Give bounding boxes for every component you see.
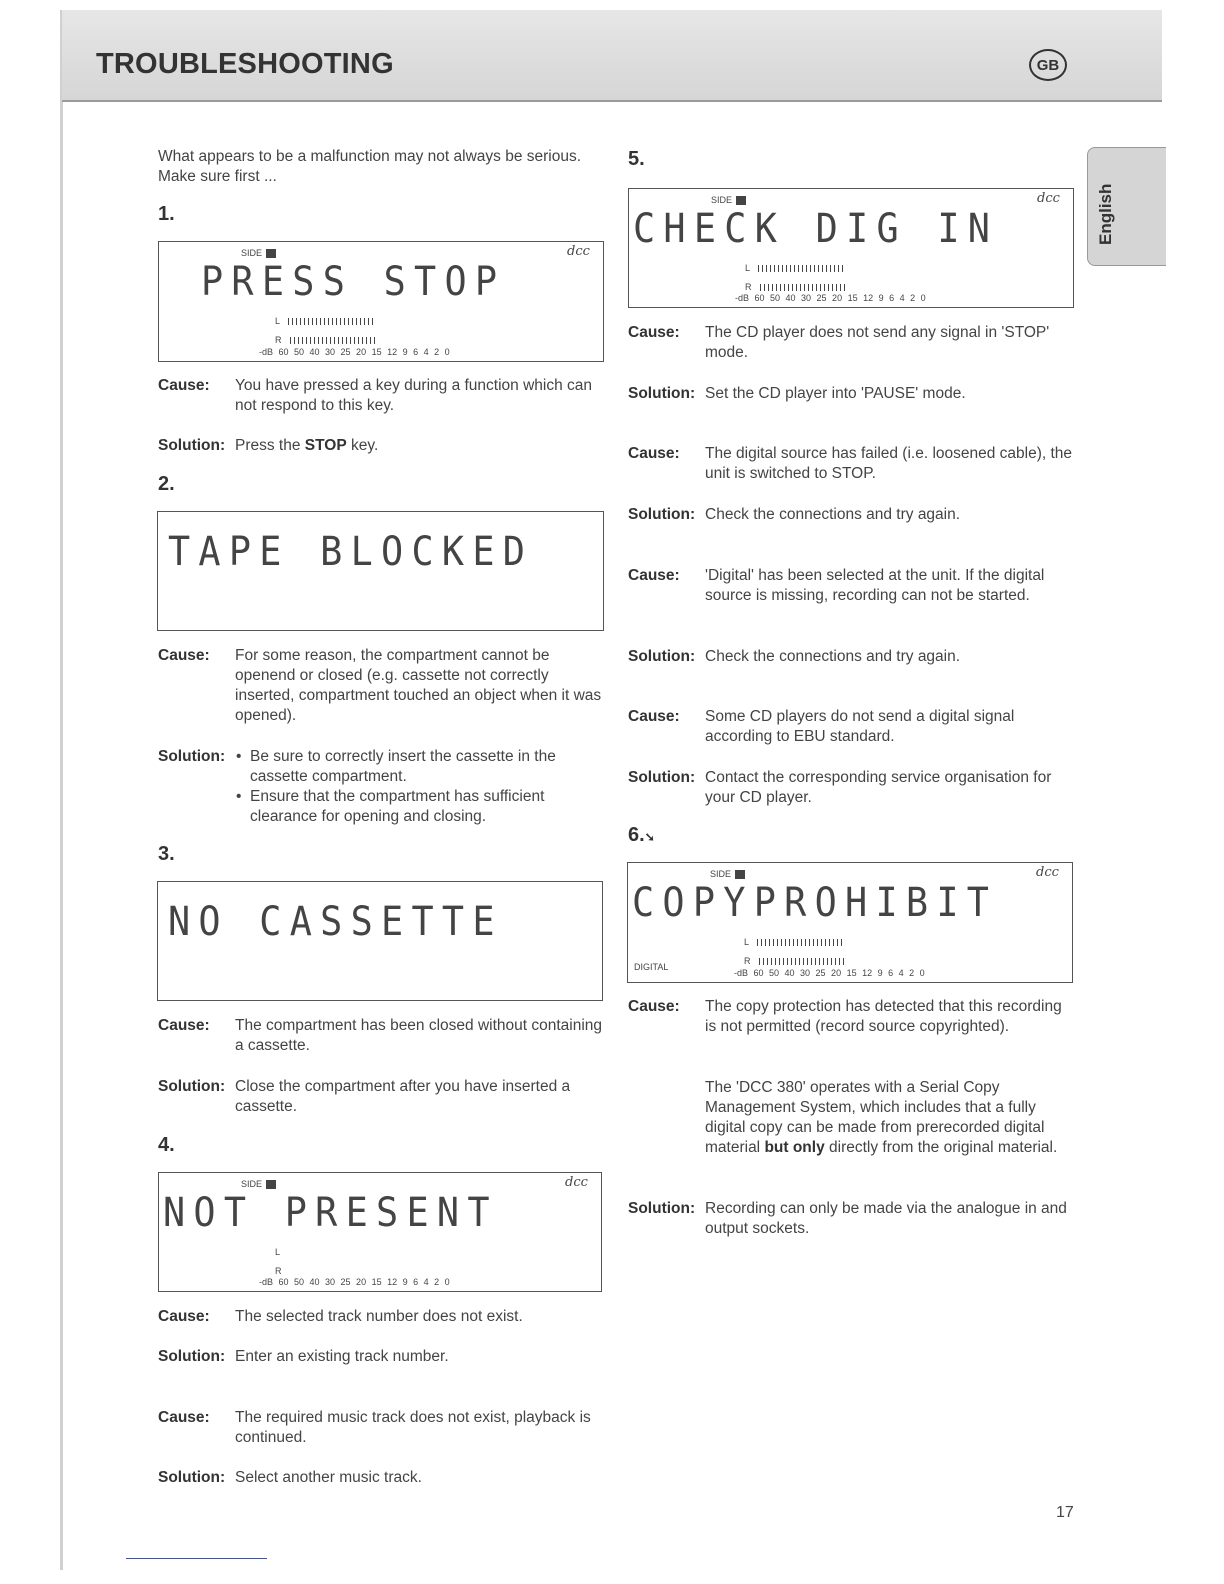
bullet-2: • bbox=[236, 788, 242, 805]
section-5-cause-4: Some CD players do not send a digital signal according to EBU standard. bbox=[705, 708, 1015, 745]
cause-label: Cause: bbox=[158, 377, 210, 394]
section-3-number: 3. bbox=[158, 843, 175, 865]
side-indicator: SIDE bbox=[241, 248, 276, 258]
solution-label: Solution: bbox=[628, 769, 696, 786]
digital-indicator: DIGITAL bbox=[634, 962, 669, 972]
bullet-1: • bbox=[236, 748, 242, 765]
dcc-logo: dcc bbox=[1037, 191, 1060, 206]
lcd-message: PRESS STOP bbox=[201, 259, 506, 305]
level-meter-right: R bbox=[744, 956, 845, 966]
section-5-cause-1: The CD player does not send any signal in 'STOP' mode. bbox=[705, 324, 1050, 361]
lcd-message: TAPE BLOCKED bbox=[168, 529, 534, 575]
language-tab-label: English bbox=[1096, 183, 1115, 245]
lcd-display-5 bbox=[628, 188, 1074, 308]
section-5-cause-3: 'Digital' has been selected at the unit. If the digital source is missing, recording can not be started. bbox=[705, 567, 1045, 604]
section-6-note: The 'DCC 380' operates with a Serial Copy Management System, which includes that a fully digital copy can be made from prerecorded digital material but only directly from the original material. bbox=[705, 1079, 1058, 1156]
footer-rule bbox=[126, 1558, 267, 1559]
solution-label: Solution: bbox=[628, 648, 696, 665]
section-5-solution-2: Check the connections and try again. bbox=[705, 506, 961, 523]
db-scale: -dB 60 50 40 30 25 20 15 12 9 6 4 2 0 bbox=[735, 293, 926, 303]
section-5-cause-2: The digital source has failed (i.e. loosened cable), the unit is switched to STOP. bbox=[705, 445, 1073, 482]
section-4-number: 4. bbox=[158, 1134, 175, 1156]
solution-label: Solution: bbox=[628, 506, 696, 523]
cause-label: Cause: bbox=[158, 1017, 210, 1034]
dcc-logo: dcc bbox=[565, 1175, 588, 1190]
level-meter-right: R bbox=[275, 1266, 282, 1276]
page-title: TROUBLESHOOTING bbox=[96, 48, 394, 80]
cause-label: Cause: bbox=[158, 1409, 210, 1426]
lcd-display-1 bbox=[158, 241, 604, 362]
dcc-logo: dcc bbox=[1036, 865, 1059, 880]
cause-label: Cause: bbox=[628, 324, 680, 341]
section-5-number: 5. bbox=[628, 148, 645, 170]
solution-label: Solution: bbox=[158, 1469, 226, 1486]
section-4-cause-1: The selected track number does not exist. bbox=[235, 1308, 523, 1325]
section-6-number: 6.➘ bbox=[628, 824, 655, 846]
lcd-display-2 bbox=[157, 511, 604, 631]
section-1-number: 1. bbox=[158, 203, 175, 225]
section-2-solution-1: Be sure to correctly insert the cassette in the cassette compartment. bbox=[250, 748, 556, 785]
level-meter-left: L bbox=[745, 263, 844, 273]
section-5-solution-3: Check the connections and try again. bbox=[705, 648, 961, 665]
level-meter-left: L bbox=[744, 937, 843, 947]
section-2-number: 2. bbox=[158, 473, 175, 495]
solution-label: Solution: bbox=[158, 437, 226, 454]
dcc-logo: dcc bbox=[567, 244, 590, 259]
language-tab bbox=[1087, 147, 1166, 266]
side-indicator: SIDE bbox=[710, 869, 745, 879]
section-5-solution-4: Contact the corresponding service organisation for your CD player. bbox=[705, 769, 1052, 806]
page-number: 17 bbox=[1056, 1504, 1074, 1521]
section-2-solution-2: Ensure that the compartment has sufficient clearance for opening and closing. bbox=[250, 788, 545, 825]
lcd-message: CHECK DIG IN bbox=[633, 206, 999, 252]
solution-label: Solution: bbox=[158, 1078, 226, 1095]
level-meter-left: L bbox=[275, 316, 374, 326]
lcd-display-6 bbox=[627, 862, 1073, 983]
section-1-solution: Press the STOP key. bbox=[235, 437, 379, 454]
solution-label: Solution: bbox=[628, 1200, 696, 1217]
binding-edge bbox=[60, 10, 63, 1570]
db-scale: -dB 60 50 40 30 25 20 15 12 9 6 4 2 0 bbox=[734, 968, 925, 978]
section-2-cause: For some reason, the compartment cannot be openend or closed (e.g. cassette not correctly inserted, compartment touched an object when it was opened). bbox=[235, 647, 602, 724]
db-scale: -dB 60 50 40 30 25 20 15 12 9 6 4 2 0 bbox=[259, 1277, 450, 1287]
solution-label: Solution: bbox=[628, 385, 696, 402]
section-6-cause: The copy protection has detected that this recording is not permitted (record source copyrighted). bbox=[705, 998, 1062, 1035]
section-4-cause-2: The required music track does not exist, playback is continued. bbox=[235, 1409, 591, 1446]
lcd-display-4 bbox=[158, 1172, 602, 1292]
cause-label: Cause: bbox=[628, 998, 680, 1015]
country-badge: GB bbox=[1029, 49, 1067, 81]
cause-label: Cause: bbox=[158, 647, 210, 664]
side-indicator: SIDE bbox=[241, 1179, 276, 1189]
cause-label: Cause: bbox=[628, 445, 680, 462]
section-3-solution: Close the compartment after you have inserted a cassette. bbox=[235, 1078, 571, 1115]
side-indicator: SIDE bbox=[711, 195, 746, 205]
section-4-solution-2: Select another music track. bbox=[235, 1469, 422, 1486]
level-meter-left: L bbox=[275, 1247, 281, 1257]
cause-label: Cause: bbox=[628, 708, 680, 725]
solution-label: Solution: bbox=[158, 748, 226, 765]
lcd-display-3 bbox=[157, 881, 603, 1001]
section-4-solution-1: Enter an existing track number. bbox=[235, 1348, 449, 1365]
lcd-message: COPYPROHIBIT bbox=[632, 880, 998, 926]
section-5-solution-1: Set the CD player into 'PAUSE' mode. bbox=[705, 385, 966, 402]
level-meter-right: R bbox=[275, 335, 376, 345]
section-3-cause: The compartment has been closed without containing a cassette. bbox=[235, 1017, 603, 1054]
lcd-message: NO CASSETTE bbox=[168, 899, 503, 945]
cause-label: Cause: bbox=[158, 1308, 210, 1325]
section-6-solution: Recording can only be made via the analogue in and output sockets. bbox=[705, 1200, 1067, 1237]
db-scale: -dB 60 50 40 30 25 20 15 12 9 6 4 2 0 bbox=[259, 347, 450, 357]
lcd-message: NOT PRESENT bbox=[163, 1190, 498, 1236]
section-1-cause: You have pressed a key during a function which can not respond to this key. bbox=[235, 377, 593, 414]
solution-label: Solution: bbox=[158, 1348, 226, 1365]
intro-text: What appears to be a malfunction may not always be serious. Make sure first ... bbox=[158, 148, 582, 185]
level-meter-right: R bbox=[745, 282, 846, 292]
cause-label: Cause: bbox=[628, 567, 680, 584]
